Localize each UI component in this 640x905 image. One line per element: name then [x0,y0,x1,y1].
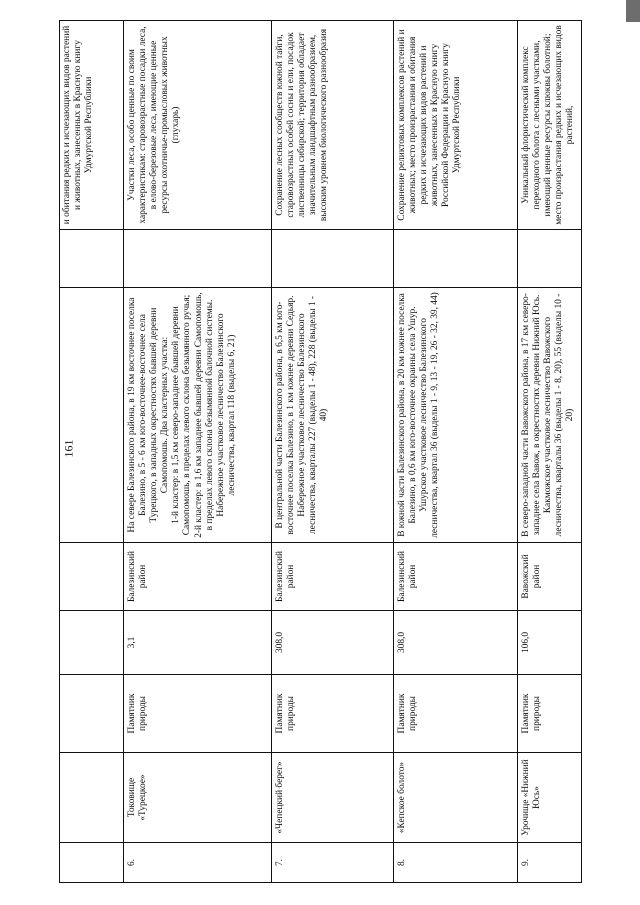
cell-name: Урочище «Нижний Юсь» [518,753,582,843]
table-row-continuation [60,21,124,883]
cell-empty [394,230,518,288]
location-line: 2-й кластер: в 1,6 км западнее бывшей деревни Самопомошь, в пределах левого склона безымянной балочной системы. Набережное участковое лесничество Балезинского лесничества, квартал 118 (выделы 6, 21) [193,292,237,538]
cell-district: Вавожский район [518,543,582,611]
cell-area: 106,0 [518,611,582,675]
table-row [518,21,582,883]
scan-edge-mark [626,0,640,22]
cell-district: Балезинский район [394,543,518,611]
location-line: В южной части Балезинского района, в 20 км южнее поселка Балезино, в 0,6 км юго-восточнее окраины села Ушур. Ушурское участковое лесничество Балезинского лесничества, квартал 36 (выделы 1 - 9, 13 - 19, 26 - 32, 39, 44) [397,292,441,538]
cell-area: 308,0 [394,611,518,675]
cell-district: Балезинский район [272,543,394,611]
location-line: На севере Балезинского района, в 19 км восточнее поселка Балезино, в 5 - 6 км юго-восточнее-восточнее села Турецкого, в западных окрестностях бывшей деревни Самопомошь. Два кластерных участка: [127,297,171,533]
cell-empty [518,230,582,288]
location-line: 1-й кластер: в 1,5 км северо-западнее бывшей деревни Самопомошь, в пределах левого склона безымянного ручья; [171,294,193,536]
cell-name: «Кепское болото» [394,753,518,843]
cell-number: 6. [124,843,272,883]
cell-empty [60,230,124,288]
cell-empty [60,843,124,883]
cell-district: Балезинский район [124,543,272,611]
cell-name: «Чепецкий берег» [272,753,394,843]
cell-area: 3,1 [124,611,272,675]
nature-monuments-table [59,20,582,883]
cell-category: Памятник природы [124,675,272,753]
page-number: 161 [61,439,76,458]
cell-purpose: Уникальный флористический комплекс переходного болота с лесными участками, имеющий ценные ресурсы клюквы болотной; место произрастания редких и исчезающих видов растений, [518,21,582,230]
cell-name: Токовище «Турецкое» [124,753,272,843]
cell-empty [60,611,124,675]
cell-purpose-continued: и обитания редких и исчезающих видов растений и животных, занесенных в Красную книгу Удмуртской Республики [60,21,124,230]
cell-empty [60,288,124,543]
cell-category: Памятник природы [518,675,582,753]
cell-purpose: Сохранение реликтовых комплексов растений и животных; место произрастания и обитания редких и исчезающих видов растений и животных, занесенных в Красную книгу Российской Федерации и Красную книгу Удмуртской Республики [394,21,518,230]
cell-area: 308,0 [272,611,394,675]
table-row [394,21,518,883]
cell-empty [60,543,124,611]
cell-number: 7. [272,843,394,883]
cell-location [124,288,272,543]
cell-location [518,288,582,543]
cell-category: Памятник природы [272,675,394,753]
cell-purpose: Участки леса, особо ценные по своим характеристикам: старовозрастные посадки леса, в елово-березовые леса, имеющие ценные ресурсы охотничье-промысловых животных (глухарь) [124,21,272,230]
rotated-table-wrapper [59,21,581,883]
cell-empty [272,230,394,288]
location-line: В северо-западной части Вавожского района, в 17 км северо-западнее села Вавож, в окрестностях деревни Нижний Юсь. Какможское участковое лесничество Вавожского лесничества, кварталы 36 (выделы 1 - 8, 20), 55 (выделы 10 - 20) [521,293,576,537]
cell-number: 8. [394,843,518,883]
cell-empty [124,230,272,288]
cell-purpose: Сохранение лесных сообществ южной тайги, старовозрастных особей сосны и ели, посадок лиственницы сибирской; территория обладает значительным ландшафтным разнообразием, высоким уровнем биологического разнообразия [272,21,394,230]
cell-empty [60,675,124,753]
table-row [124,21,272,883]
cell-category: Памятник природы [394,675,518,753]
cell-empty [60,753,124,843]
table-row [272,21,394,883]
location-line: В центральной части Балезинского района, в 6,5 км юго-восточнее поселка Балезино, в 1 км южнее деревни Седьяр. Набережное участковое лесничество Балезинского лесничества, кварталы 227 (выделы 1 - 48), 228 (выделы 1 - 40) [275,295,330,535]
cell-number: 9. [518,843,582,883]
cell-location [394,288,518,543]
cell-location [272,288,394,543]
